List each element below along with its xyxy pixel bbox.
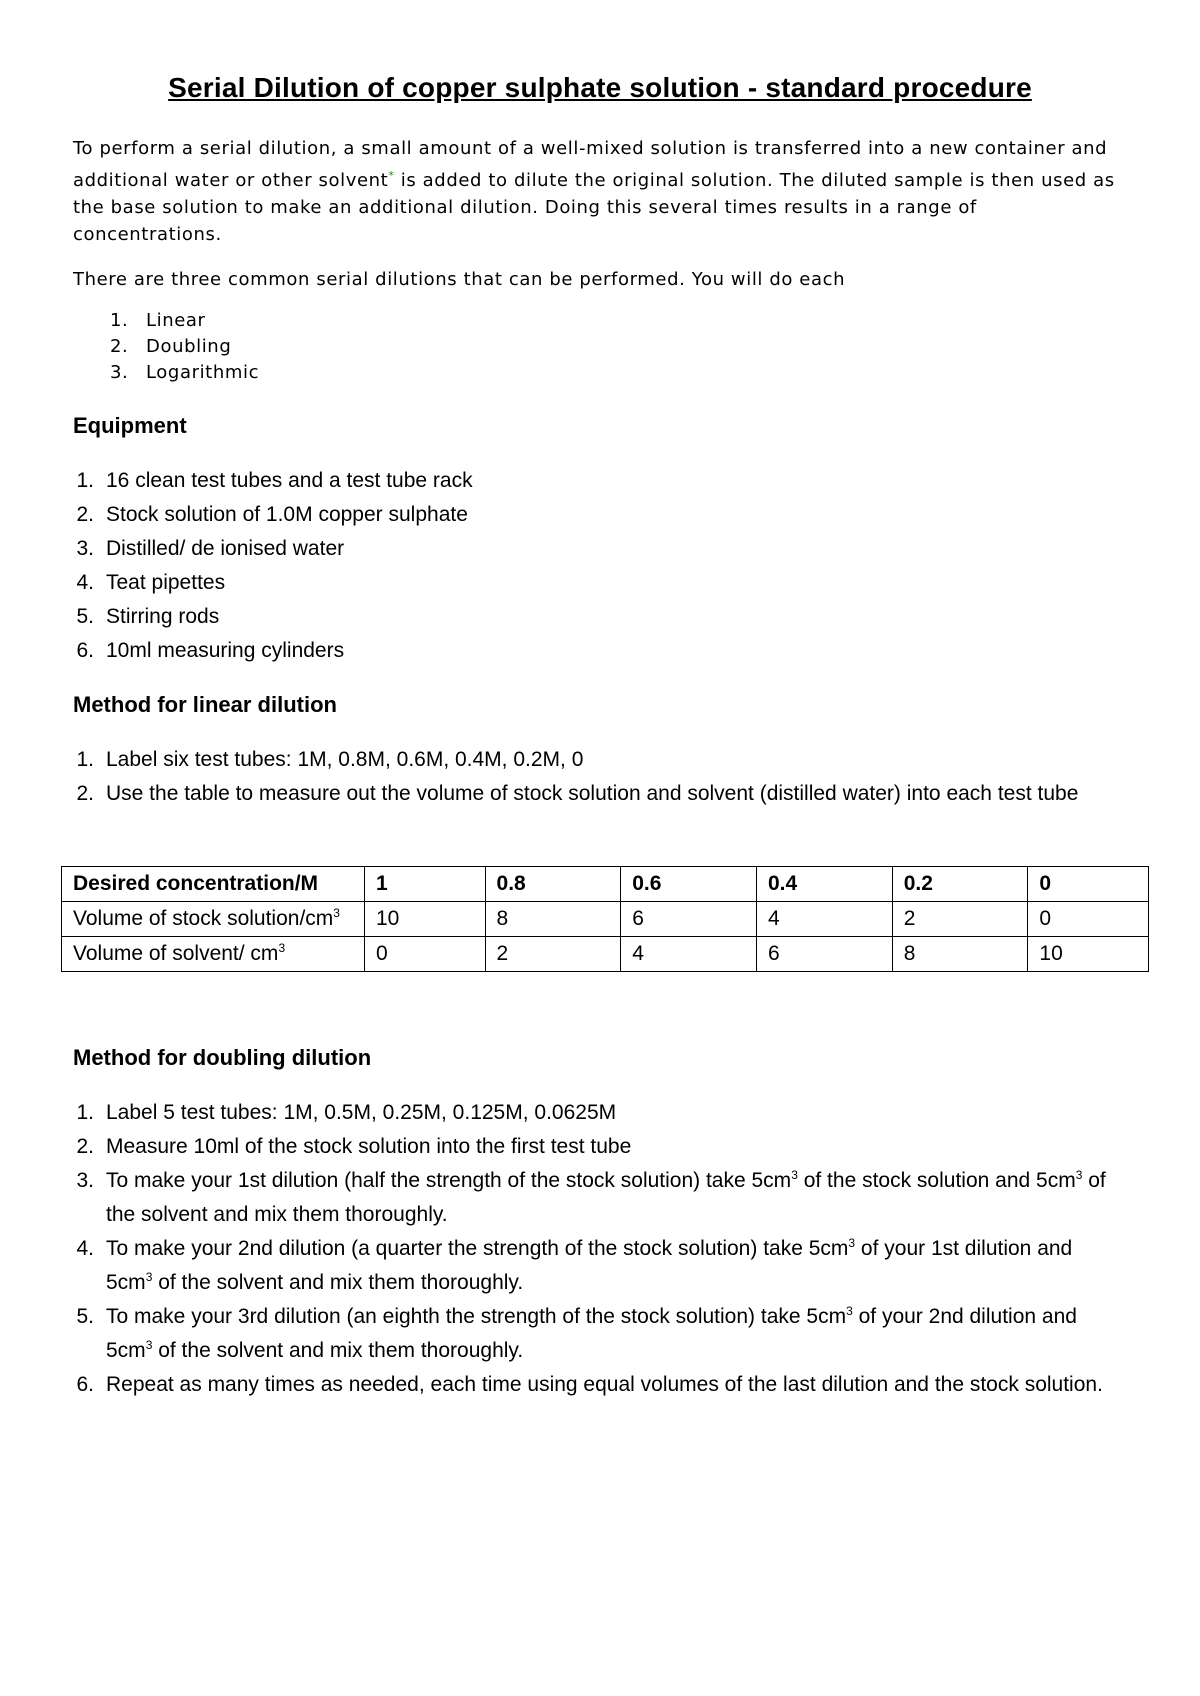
list-item: 3. To make your 1st dilution (half the strength of the stock solution) take $5cm^3$ of the stock solution and $5cm^3$ of the solvent and mix them thoroughly.: [76, 1168, 1106, 1226]
list-item: 6. 10ml measuring cylinders: [76, 639, 345, 662]
intro-paragraph-1: To perform a serial dilution, a small amount of a well-mixed solution is transferred into a new container and additional water or other solvent* is added to dilute the original solution. The diluted sample is then used as the base solution to make an additional dilution. Doing this several times results in a range of concentrations.: [73, 138, 1115, 245]
list-item: 5. Stirring rods: [76, 605, 220, 628]
intro-paragraph-2: There are three common serial dilutions that can be performed. You will do each: [73, 269, 846, 290]
doubling-method-heading: Method for doubling dilution: [73, 1045, 372, 1070]
footnote-asterisk: *: [388, 169, 395, 182]
page-title: Serial Dilution of copper sulphate solution - standard procedure: [168, 72, 1032, 103]
linear-steps-list: [73, 743, 1123, 811]
table-row: Volume of stock solution/$cm^3$ 10 8 6 4 2 0: [62, 902, 1149, 937]
list-item: 2. Stock solution of 1.0M copper sulphate: [76, 503, 468, 526]
list-item: 2. Measure 10ml of the stock solution into the first test tube: [76, 1135, 632, 1158]
list-item: 2. Use the table to measure out the volume of stock solution and solvent (distilled water) into each test tube: [76, 782, 1079, 805]
list-item: 3. Distilled/ de ionised water: [76, 537, 345, 560]
list-item: 2. Doubling: [110, 336, 232, 357]
linear-method-heading: Method for linear dilution: [73, 692, 337, 717]
doubling-steps-list: [73, 1096, 1123, 1402]
list-item: 4. To make your 2nd dilution (a quarter the strength of the stock solution) take $5cm^3$ of your 1st dilution and $5cm^3$ of the solvent and mix them thoroughly.: [76, 1236, 1073, 1294]
list-item: 3. Logarithmic: [110, 362, 260, 383]
list-item: 4. Teat pipettes: [76, 571, 226, 594]
list-item: 1. Linear: [110, 310, 206, 331]
intro-text: [73, 135, 1123, 311]
list-item: 6. Repeat as many times as needed, each time using equal volumes of the last dilution and the stock solution.: [76, 1373, 1103, 1396]
list-item: 1. Label six test tubes: 1M, 0.8M, 0.6M, 0.4M, 0.2M, 0: [76, 748, 584, 771]
equipment-heading: Equipment: [73, 413, 187, 438]
list-item: 1. 16 clean test tubes and a test tube rack: [76, 469, 473, 492]
dilution-types-list: [73, 308, 259, 386]
list-item: 1. Label 5 test tubes: 1M, 0.5M, 0.25M, 0.125M, 0.0625M: [76, 1101, 617, 1124]
table-row: Volume of solvent/ $cm^3$ 0 2 4 6 8 10: [62, 937, 1149, 972]
linear-dilution-table: [61, 866, 1149, 972]
list-item: 5. To make your 3rd dilution (an eighth the strength of the stock solution) take $5cm^3$ of your 2nd dilution and $5cm^3$ of the solvent and mix them thoroughly.: [76, 1304, 1077, 1362]
equipment-list: [73, 464, 1123, 668]
table-row: Desired concentration/M 1 0.8 0.6 0.4 0.2 0: [62, 867, 1149, 902]
